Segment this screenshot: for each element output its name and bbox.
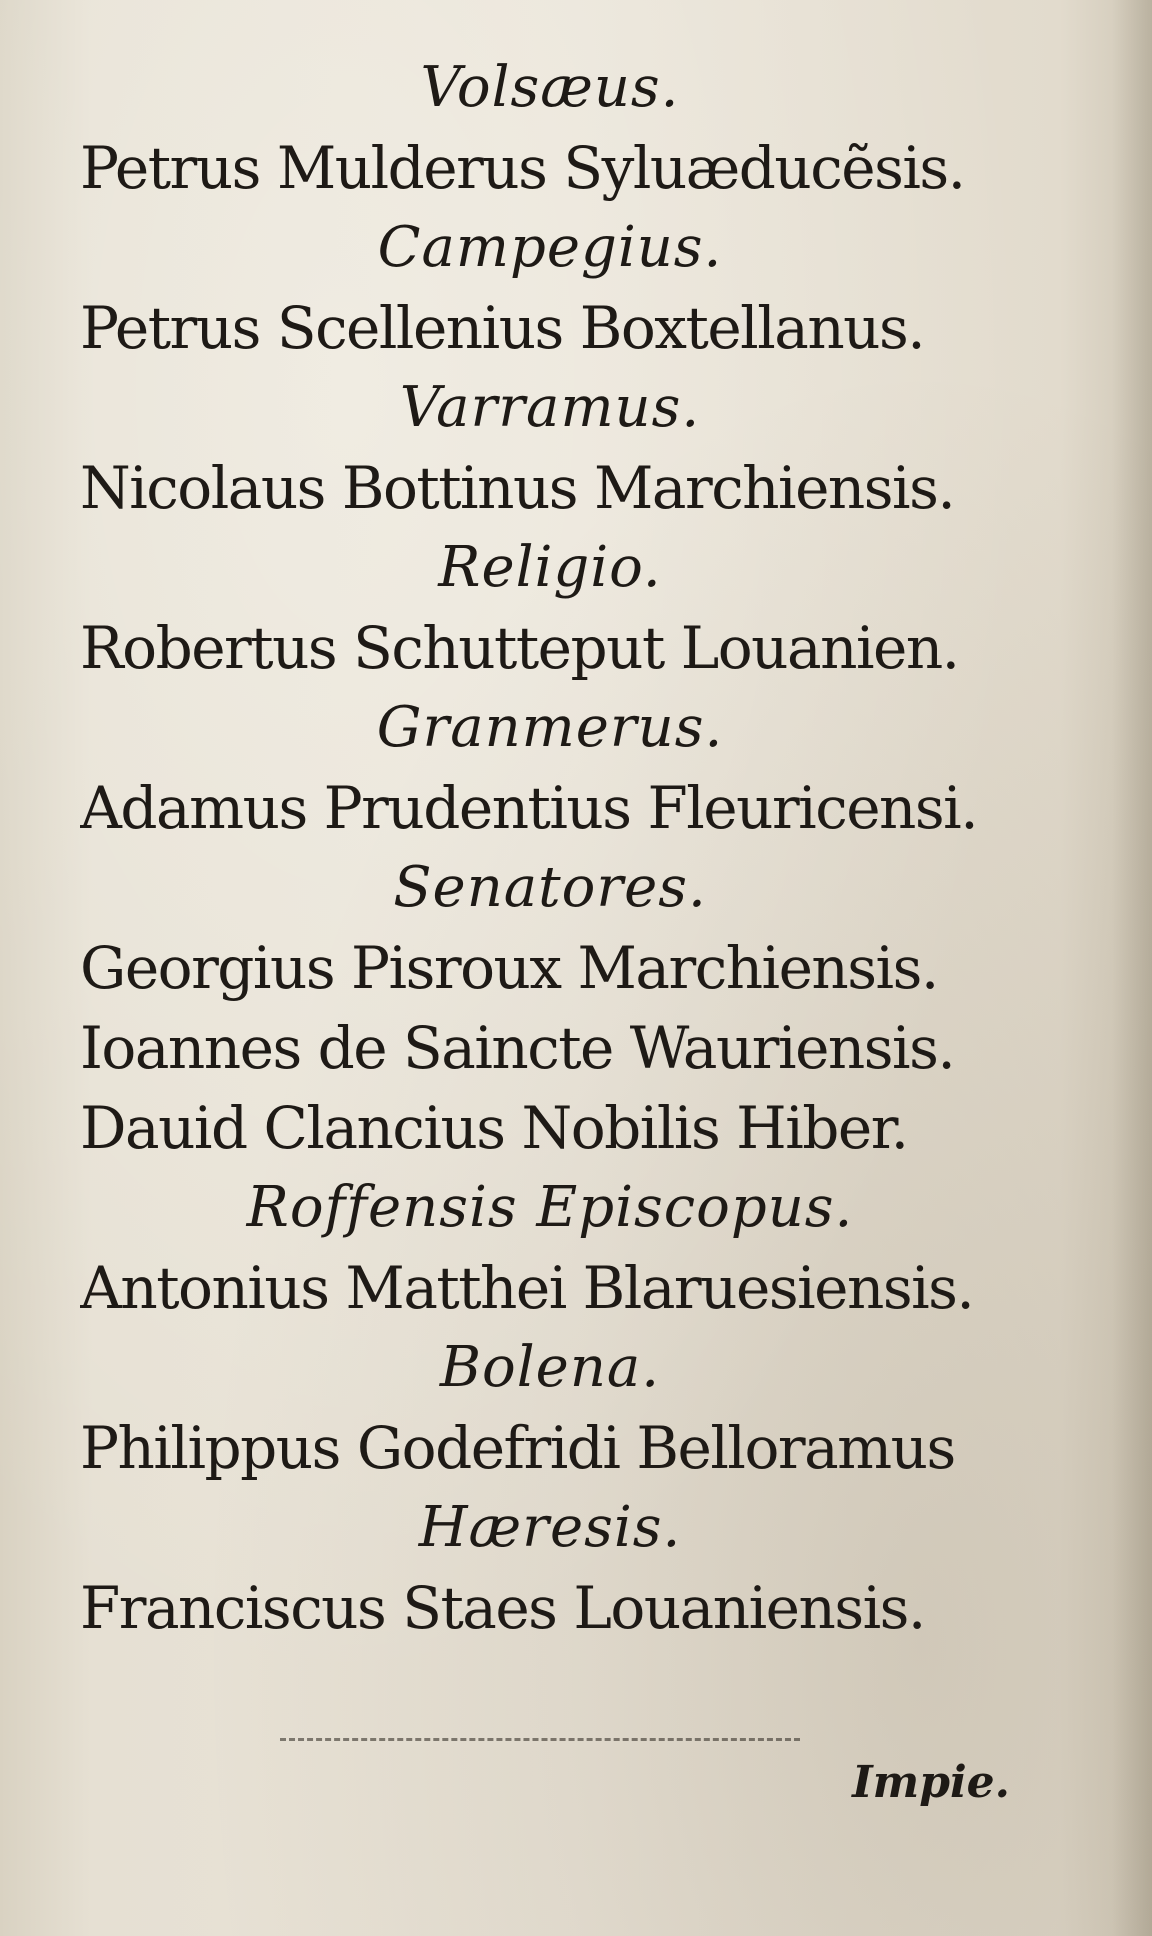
role-heading: Volsæus.: [420, 55, 680, 120]
person-name: Petrus Scellenius Boxtellanus.: [80, 294, 925, 362]
text-block: [80, 48, 1020, 1648]
role-heading: Campegius.: [377, 215, 723, 280]
role-heading: Hæresis.: [418, 1495, 682, 1560]
role-heading: Roffensis Episcopus.: [246, 1175, 854, 1240]
role-heading: Senatores.: [393, 855, 707, 920]
divider-rule: [280, 1738, 800, 1741]
role-heading: Varramus.: [399, 375, 701, 440]
role-heading: Bolena.: [439, 1335, 661, 1400]
person-name: Georgius Pisroux Marchiensis.: [80, 934, 938, 1002]
person-name: Philippus Godefridi Belloramus: [80, 1414, 955, 1482]
person-name: Nicolaus Bottinus Marchiensis.: [80, 454, 955, 522]
person-name: Franciscus Staes Louaniensis.: [80, 1574, 925, 1642]
person-name: Adamus Prudentius Fleuricensi.: [80, 774, 978, 842]
catchword: Impie.: [852, 1757, 1010, 1808]
role-heading: Granmerus.: [376, 695, 724, 760]
person-name: Dauid Clancius Nobilis Hiber.: [80, 1094, 908, 1162]
person-name: Ioannes de Saincte Wauriensis.: [80, 1014, 955, 1082]
page-edge-shadow: [1112, 0, 1152, 1936]
person-name: Petrus Mulderus Syluæducẽsis.: [80, 134, 965, 202]
person-name: Antonius Matthei Blaruesiensis.: [80, 1254, 974, 1322]
role-heading: Religio.: [438, 535, 662, 600]
person-name: Robertus Schutteput Louanien.: [80, 614, 959, 682]
